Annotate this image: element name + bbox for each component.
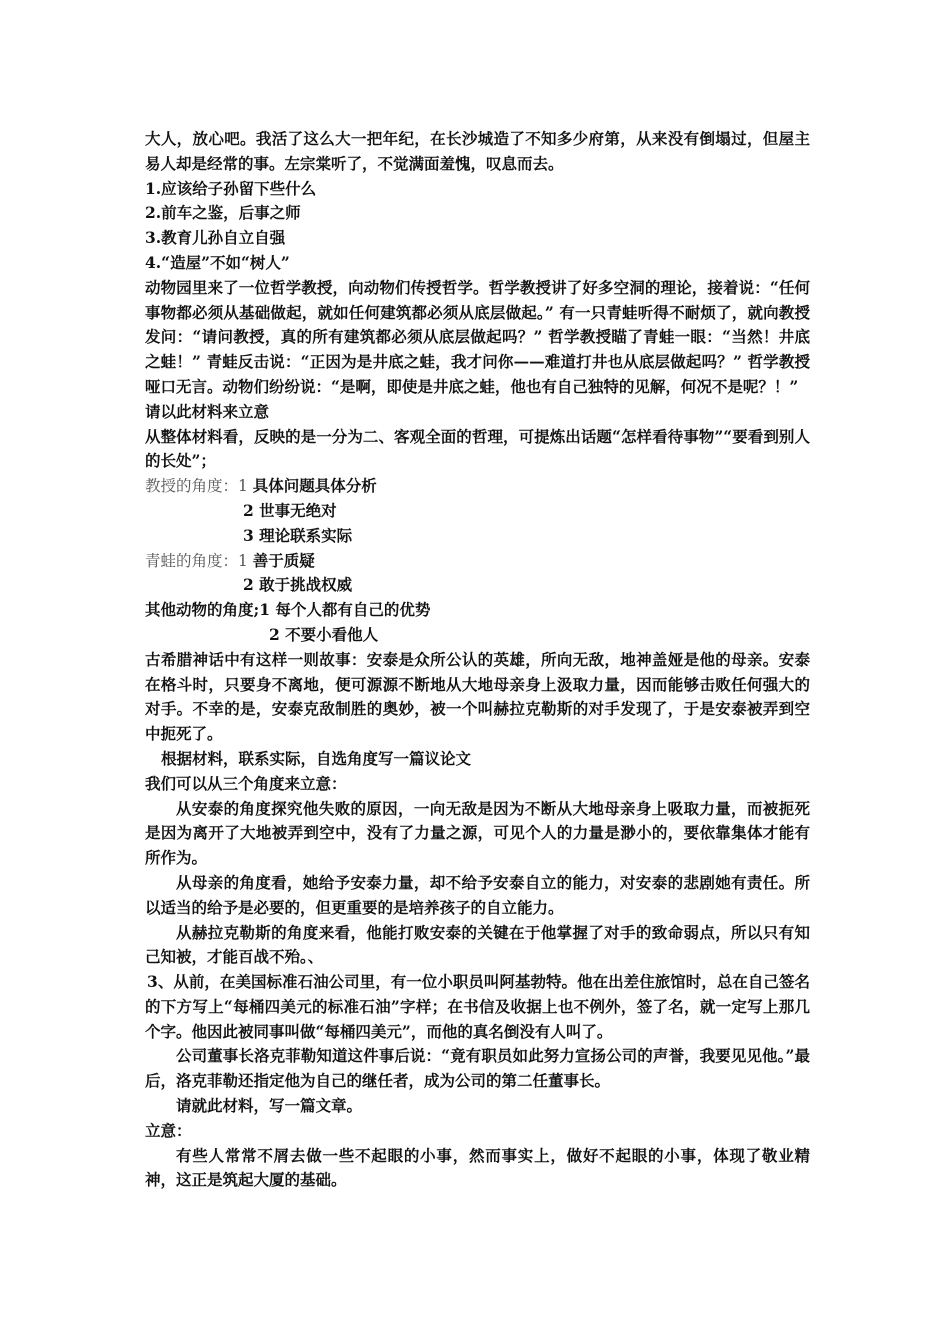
list-item-3: 3.教育儿孙自立自强 — [145, 228, 286, 248]
professor-angle-point-3: 3 理论联系实际 — [243, 525, 353, 545]
paragraph-frog-story: 动物园里来了一位哲学教授，向动物们传授哲学。哲学教授讲了好多空洞的理论，接着说：“任何事物都必须从基础做起，就如任何建筑都必须从底层做起。” 有一只青蛙听得不耐烦了，就向教授发问：“请问教授，真的所有建筑都必须从底层做起吗？” 哲学教授瞄了青蛙一眼：“当然！井底之蛙！” 青蛙反击说：“正因为是井底之蛙，我才问你——难道打井也从底层做起吗？” 哲学教授哑口无言。动物们纷纷说：“是啊，即使是井底之蛙，他也有自己独特的见解，何况不是呢？！” — [145, 277, 810, 396]
other-animals-point-2: 2 不要小看他人 — [269, 624, 379, 644]
list-item-1: 1.应该给子孙留下些什么 — [145, 178, 317, 198]
paragraph-theme: 有些人常常不屑去做一些不起眼的小事，然而事实上，做好不起眼的小事，体现了敬业精神，这正是筑起大厦的基础。 — [145, 1145, 810, 1190]
document-body — [145, 127, 810, 1193]
paragraph-rockefeller: 公司董事长洛克菲勒知道这件事后说：“竟有职员如此努力宣扬公司的声誉，我要见见他。”最后，洛克菲勒还指定他为自己的继任者，成为公司的第二任董事长。 — [145, 1046, 810, 1091]
frog-angle-label: 青蛙的角度：1 — [145, 551, 253, 570]
paragraph-antaeus-angle: 从安泰的角度探究他失败的原因，一向无敌是因为不断从大地母亲身上吸取力量，而被扼死是因为离开了大地被弄到空中，没有了力量之源，可见个人的力量是渺小的，要依靠集体才能有所作为。 — [145, 798, 810, 868]
list-item-2: 2.前车之鉴，后事之师 — [145, 203, 301, 223]
prompt-write-line: 请就此材料，写一篇文章。 — [176, 1096, 363, 1116]
professor-angle-point-1: 具体问题具体分析 — [252, 476, 377, 496]
three-angles-line: 我们可以从三个角度来立意： — [145, 773, 347, 793]
professor-angle-line — [145, 474, 810, 499]
paragraph-house-story-end: 大人，放心吧。我活了这么大一把年纪，在长沙城造了不知多少府第，从来没有倒塌过，但屋主易人却是经常的事。左宗棠听了，不觉满面羞愧，叹息而去。 — [145, 129, 810, 173]
paragraph-mother-angle: 从母亲的角度看，她给予安泰力量，却不给予安泰自立的能力，对安泰的悲剧她有责任。所以适当的给予是必要的，但更重要的是培养孩子的自立能力。 — [145, 872, 810, 917]
list-item-4: 4.“造屋”不如“树人” — [145, 252, 290, 272]
prompt-essay-line: 根据材料，联系实际，自选角度写一篇议论文 — [161, 748, 472, 768]
paragraph-overall-view: 从整体材料看，反映的是一分为二、客观全面的哲理，可提炼出话题“怎样看待事物”“要看到别人的长处”； — [145, 426, 810, 471]
professor-angle-label: 教授的角度：1 — [145, 477, 253, 496]
other-animals-angle-line: 其他动物的角度;1 每个人都有自己的优势 — [145, 600, 431, 620]
prompt-line: 请以此材料来立意 — [145, 401, 270, 421]
frog-angle-line — [145, 549, 810, 574]
paragraph-heracles-angle: 从赫拉克勒斯的角度来看，他能打败安泰的关键在于他掌握了对手的致命弱点，所以只有知己知被，才能百战不殆。、 — [145, 922, 810, 967]
frog-angle-point-1: 善于质疑 — [252, 550, 315, 570]
professor-angle-point-2: 2 世事无绝对 — [243, 500, 337, 520]
frog-angle-point-2: 2 敢于挑战权威 — [243, 575, 353, 595]
paragraph-archbold-story: 3、从前，在美国标准石油公司里，有一位小职员叫阿基勃特。他在出差住旅馆时，总在自己签名的下方写上“每桶四美元的标准石油”字样；在书信及收据上也不例外，签了名，就一定写上那几个字。他因此被同事叫做“每桶四美元”，而他的真名倒没有人叫了。 — [145, 972, 810, 1041]
theme-label: 立意： — [145, 1120, 192, 1140]
paragraph-antaeus-myth: 古希腊神话中有这样一则故事：安泰是众所公认的英雄，所向无敌，地神盖娅是他的母亲。安泰在格斗时，只要身不离地，便可源源不断地从大地母亲身上汲取力量，因而能够击败任何强大的对手。不幸的是，安泰克敌制胜的奥妙，被一个叫赫拉克勒斯的对手发现了，于是安泰被弄到空中扼死了。 — [145, 649, 810, 744]
